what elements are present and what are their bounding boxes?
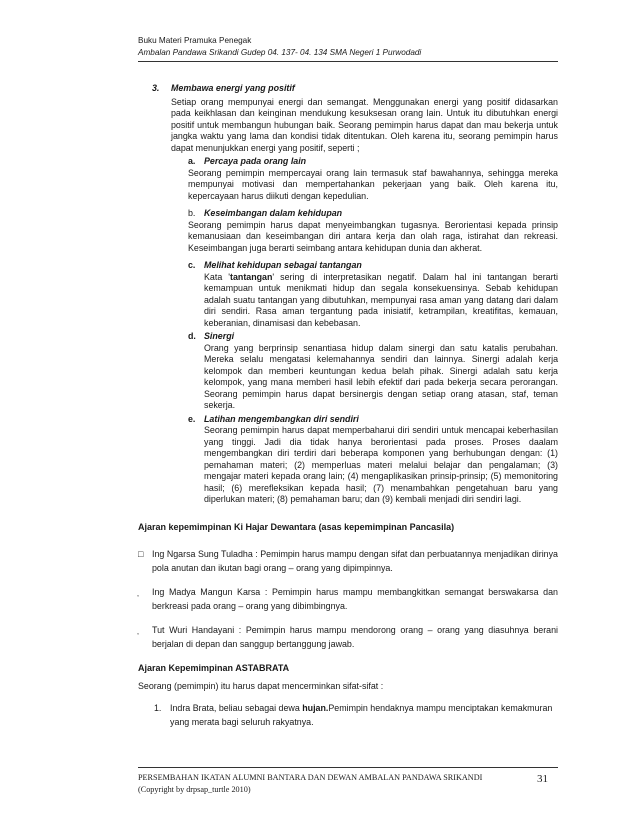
main-content [138,83,558,729]
subsection-e-title: e. Latihan mengembangkan diri sendiri [188,413,359,424]
page-footer [138,772,558,796]
subsection-a [138,156,558,202]
subsection-a-body: Seorang pemimpin mempercayai orang lain termasuk staf bawahannya, sehingga mereka mempunyai motivasi dan mempertahankan pekerjaan yang baik. Oleh karena itu, kepercayaan harus diikuti dengan kepedulian. [188,167,558,201]
page-number: 31 [537,773,548,785]
subsection-b-title: b. Keseimbangan dalam kehidupan [188,208,343,218]
footer-dedication: PERSEMBAHAN IKATAN ALUMNI BANTARA DAN DEWAN AMBALAN PANDAWA SRIKANDI [138,773,483,782]
subsection-c-title: c. Melihat kehidupan sebagai tantangan [188,260,362,270]
header-subtitle: Ambalan Pandawa Srikandi Gudep 04. 137- 04. 134 SMA Negeri 1 Purwodadi [138,48,422,57]
subsection-c-body: Kata 'tantangan' sering di interpretasikan negatif. Dalam hal ini tantangan berarti kemampuan untuk menikmati hidup dan segala konsekuensinya. Sebab kehidupan adalah suatu tantangan yang dibutuhkan, mempunyai rasa aman yang datang dari dalam diri sendiri. Rasa aman tergantung pada inisiatif, ketrampilan, kreatifitas, kemauan, keberanian, dinamisasi dan kebebasan. [204,271,558,328]
bullet-item [138,547,558,575]
subsection-a-title: a. Percaya pada orang lain [188,156,307,166]
header-book-title: Buku Materi Pramuka Penegak [138,36,252,45]
section-3-number: 3. [152,83,160,93]
header-divider [138,61,558,62]
bullet-mark-icon [138,623,152,651]
bullet-text: Tut Wuri Handayani : Pemimpin harus mampu mendorong orang – orang yang diasuhnya berani berjalan di depan dan sanggup bertanggung jawab. [152,625,558,649]
astabrata-heading: Ajaran Kepemimpinan ASTABRATA [138,663,290,673]
bullet-text: Ing Ngarsa Sung Tuladha : Pemimpin harus mampu dengan sifat dan perbuatannya menjadikan dirinya pola anutan dan ikutan bagi orang – orang yang dipimpinnya. [152,549,558,573]
subsection-d-body: Orang yang berprinsip senantiasa hidup dalam sinergi dan satu katalis perubahan. Mereka selalu mengatasi kelemahannya sendiri dan lainnya. Sinergi adalah kerja kelompok dan memberi keuntungan kedua belah pihak. Sinergi adalah satu kerja kelompok, yang mana memberi hasil lebih efektif dari pada bekerja secara perorangan. Seorang pemimpin harus dapat bersinergis dengan setiap orang atasan, staf, teman sekerja. [204,342,558,410]
subsection-c [138,260,558,329]
bullet-item [138,585,558,613]
keyword-tantangan: tantangan [230,271,273,282]
astabrata-item-text: Indra Brata, beliau sebagai dewa hujan.Pemimpin hendaknya mampu menciptakan kemakmuran yang merata bagi seluruh rakyatnya. [170,702,553,727]
bullet-box-icon: □ [138,549,144,559]
kihajar-heading: Ajaran kepemimpinan Ki Hajar Dewantara (asas kepemimpinan Pancasila) [138,521,455,532]
section-3-title-text: Membawa energi yang positif [171,83,295,93]
bullet-text: Ing Madya Mangun Karsa : Pemimpin harus mampu membangkitkan semangat berswakarsa dan berkreasi pada orang – orang yang dibimbingnya. [152,587,558,611]
section-3-intro: Setiap orang mempunyai energi dan semangat. Menggunakan energi yang positif didasarkan pada keikhlasan dan keinginan mendukung kesuksesan orang lain. Untuk itu dibutuhkan energi positif untuk membangun hubungan baik. Seorang pemimpin harus dapat dan mau bekerja untuk jangka waktu yang lama dan kondisi tidak ditentukan. Oleh karena itu, seorang pemimpin harus dapat menunjukkan energi yang positif, seperti ; [171,96,558,153]
bullet-item [138,623,558,651]
astabrata-item-1 [138,701,558,729]
astabrata-item-number: 1. [154,702,162,713]
subsection-e [138,414,558,506]
keyword-hujan: hujan. [302,702,329,713]
subsection-b-body: Seorang pemimpin harus dapat menyeimbangkan tugasnya. Berorientasi kepada prinsip kemanusiaan dan keseimbangan diri antara kerja dan olah raga, istirahat dan rekreasi. Keseimbangan juga berarti seimbang antara kehidupan dunia dan akherat. [188,219,558,253]
subsection-d [138,331,558,412]
subsection-e-body: Seorang pemimpin harus dapat memperbaharui diri sendiri untuk mencapai keberhasilan yang tinggi. Jadi dia tidak hanya berorientasi pada proses. Proses daalam mengembangkan diri terdiri dari beberapa komponen yang berhubungan dengan: (1) pemahaman materi; (2) memperluas materi melalui belajar dan pengalaman; (3) mengajar materi kepada orang lain; (4) mengaplikasikan prinsip-prinsip; (5) memonitoring hasil; (6) merefleksikan kepada hasil; (7) menambahkan pengetahuan baru yang diperlukan materi; (8) pemahaman baru; dan (9) kembali menjadi diri sendiri lagi. [204,425,558,504]
astabrata-intro: Seorang (pemimpin) itu harus dapat mencerminkan sifat-sifat : [138,680,384,691]
footer-divider [138,767,558,768]
subsection-b [138,208,558,254]
section-3-title [138,83,558,95]
subsection-d-title: d. Sinergi [188,331,235,341]
bullet-mark-icon [138,585,152,613]
page-header [138,35,558,59]
footer-copyright: (Copyright by drpsap_turtle 2010) [138,785,251,794]
